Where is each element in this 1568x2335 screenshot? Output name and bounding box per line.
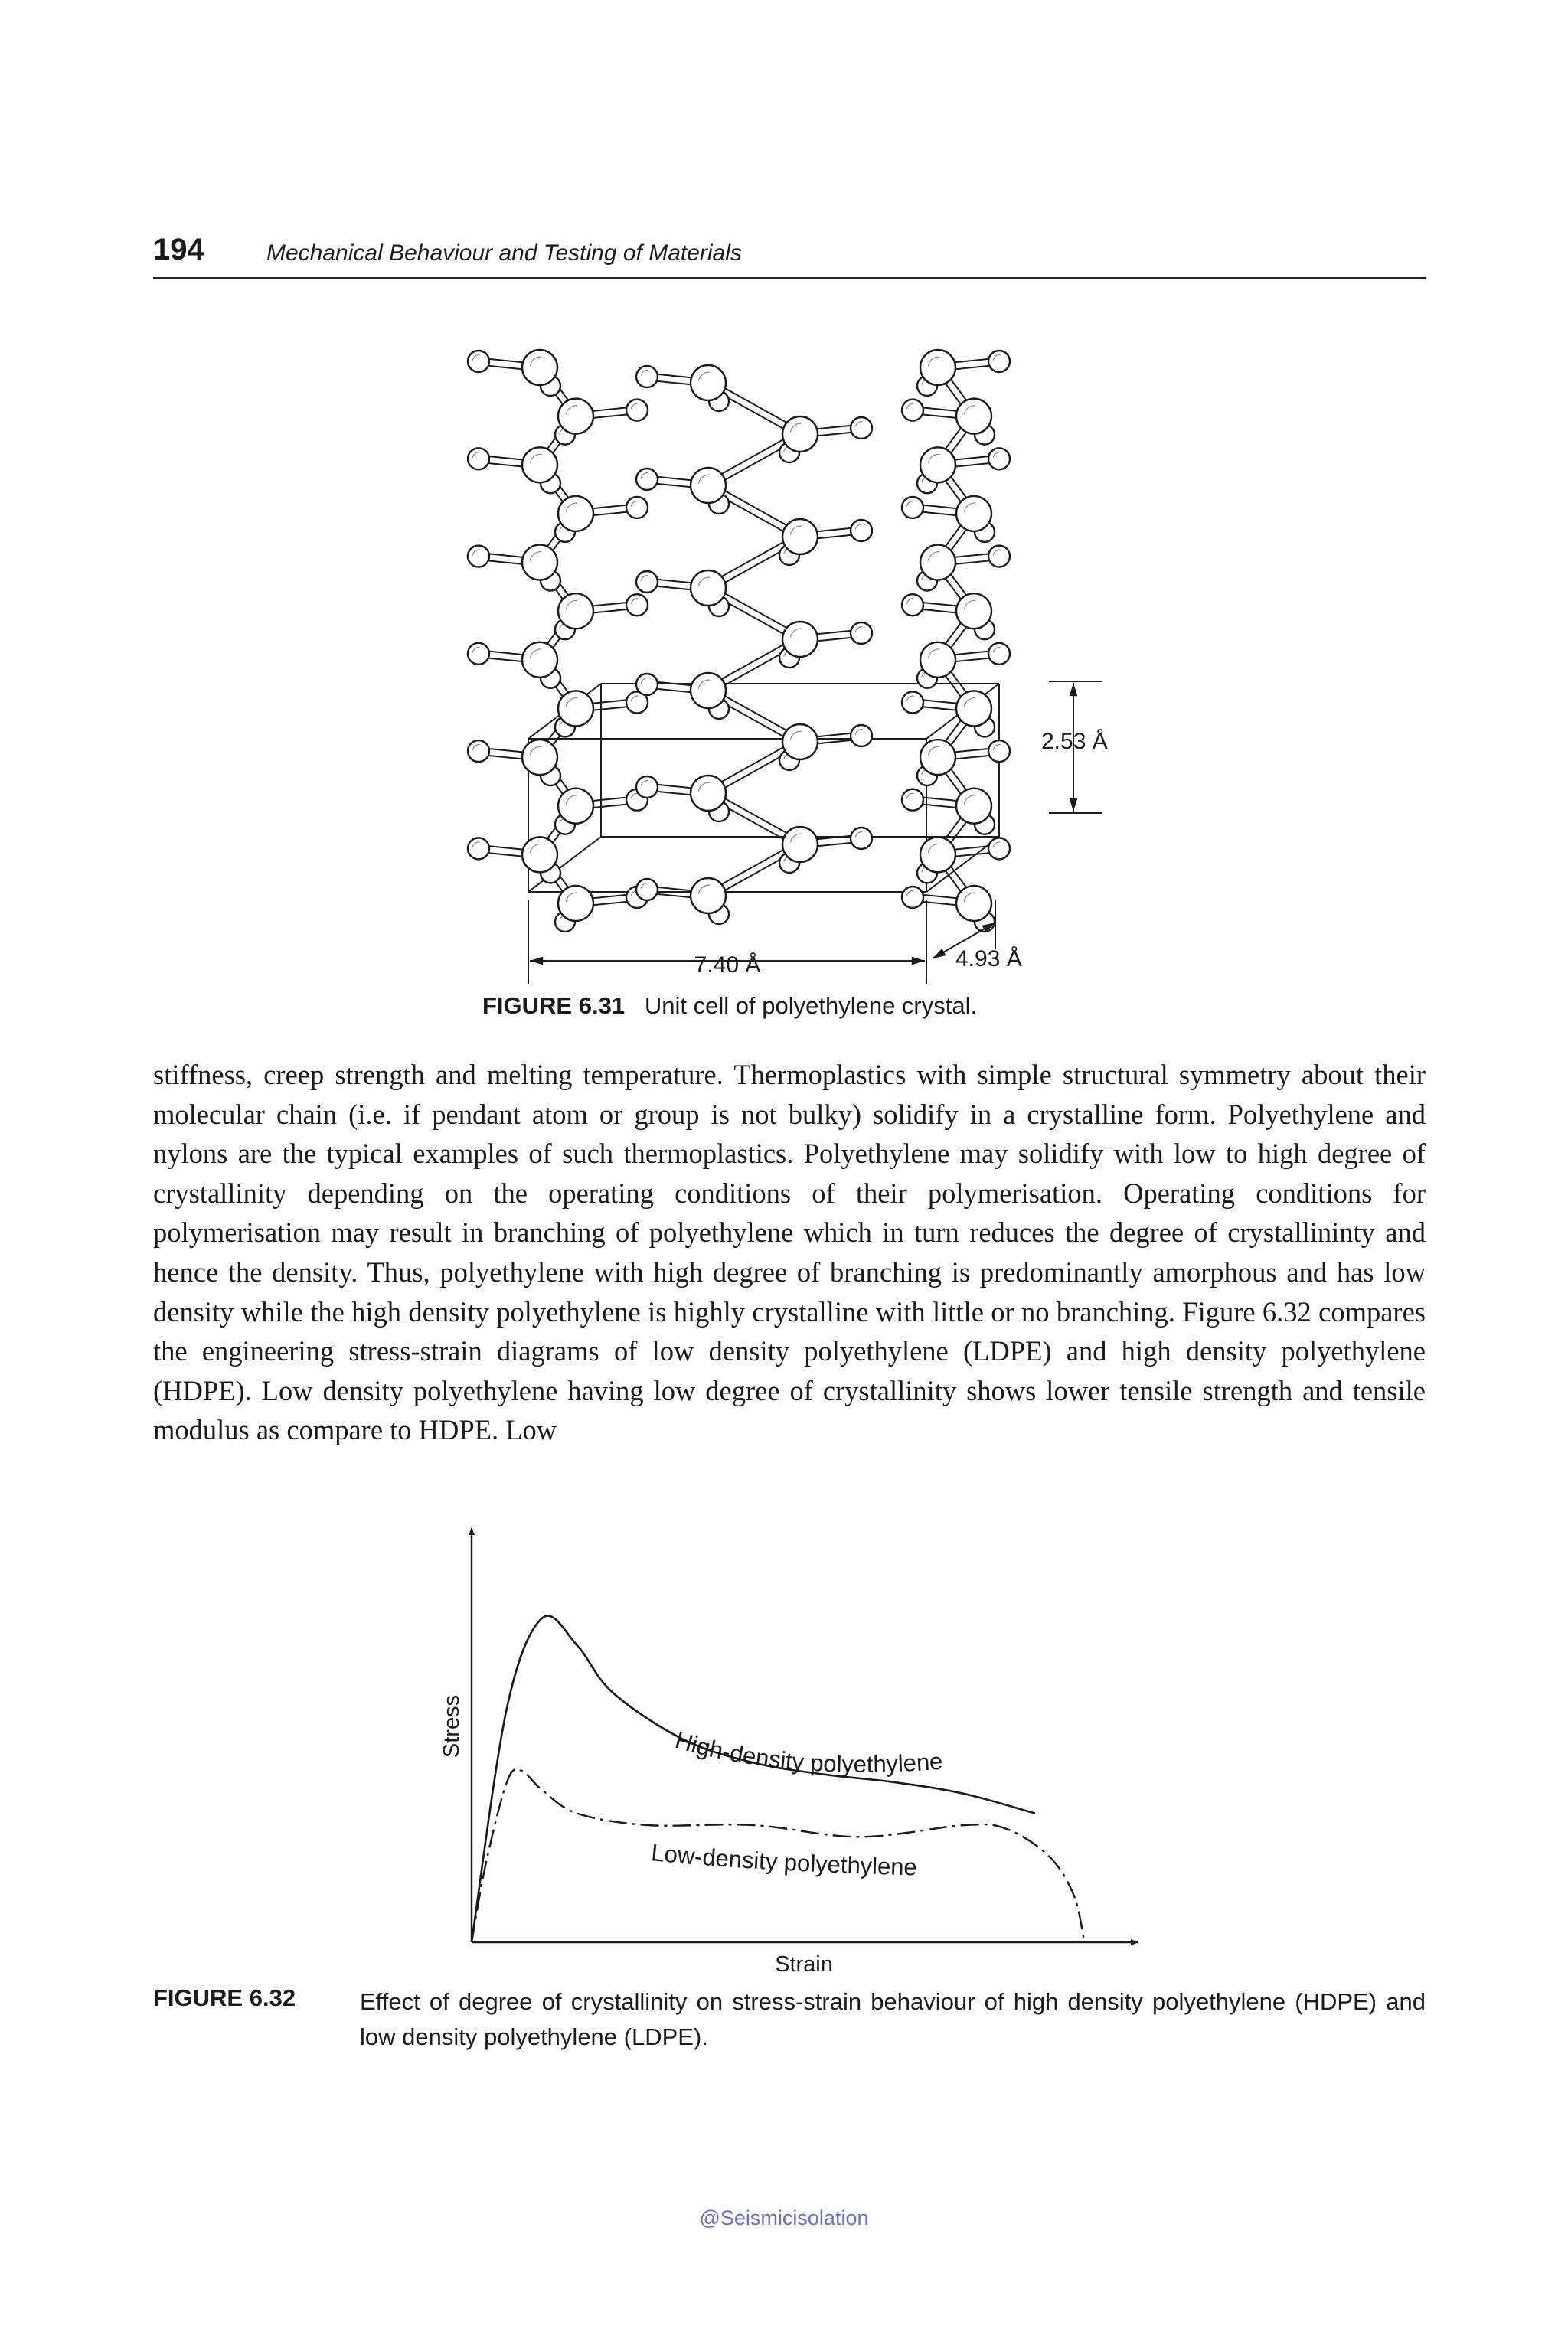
hydrogen-atom — [468, 838, 489, 859]
dimension-a-label: 7.40 Å — [694, 952, 761, 978]
hydrogen-atom — [988, 740, 1010, 762]
carbon-atom — [956, 691, 991, 726]
running-header — [153, 230, 1426, 279]
carbon-atom — [920, 545, 956, 580]
carbon-atom — [782, 724, 818, 759]
figure-6-32-caption: Effect of degree of crystallinity on stress-strain behaviour of high density polyethylene (HDPE) and low density polyethylene (LDPE). — [360, 1988, 1426, 2050]
carbon-atom — [691, 468, 726, 503]
carbon-atom — [782, 519, 818, 554]
running-title: Mechanical Behaviour and Testing of Materials — [266, 240, 742, 266]
figure-6-31-label: FIGURE 6.31 — [482, 992, 626, 1019]
carbon-atom — [691, 570, 726, 606]
hydrogen-atom — [626, 497, 648, 518]
hydrogen-atom — [902, 497, 923, 518]
dimension-a-arrow-arrowhead — [530, 957, 543, 965]
carbon-atom — [920, 642, 956, 678]
hydrogen-atom — [626, 594, 648, 616]
carbon-atom — [558, 691, 593, 726]
figure-6-31-unit-cell — [0, 306, 1568, 995]
carbon-atom — [558, 886, 593, 921]
carbon-atom — [522, 642, 557, 678]
carbon-atom — [956, 593, 991, 629]
hydrogen-atom — [468, 448, 489, 469]
carbon-atom — [920, 837, 956, 872]
page-number: 194 — [153, 233, 204, 266]
carbon-atom — [522, 447, 557, 482]
hydrogen-atom — [988, 838, 1010, 859]
hydrogen-atom — [851, 622, 872, 644]
hydrogen-atom — [988, 546, 1010, 567]
carbon-atom — [956, 399, 991, 434]
hydrogen-atom — [902, 789, 923, 811]
hydrogen-atom — [988, 448, 1010, 469]
hydrogen-atom — [468, 351, 489, 372]
hdpe-series-label: High-density polyethylene — [671, 1726, 944, 1778]
dimension-c-arrow-arrowhead — [1070, 683, 1078, 696]
carbon-atom — [558, 399, 593, 434]
carbon-atom — [920, 740, 956, 775]
hdpe-curve — [472, 1615, 1035, 1942]
ldpe-series-label: Low-density polyethylene — [650, 1839, 918, 1881]
figure-6-31-caption — [482, 992, 977, 1020]
hydrogen-atom — [468, 643, 489, 665]
dimension-a-arrow-arrowhead — [912, 957, 925, 965]
carbon-atom — [782, 416, 818, 452]
hydrogen-atom — [851, 725, 872, 746]
carbon-atom — [956, 789, 991, 824]
hydrogen-atom — [468, 546, 489, 567]
carbon-atom — [920, 447, 956, 482]
carbon-atom — [782, 622, 818, 657]
hydrogen-atom — [988, 351, 1010, 372]
carbon-atom — [522, 837, 557, 872]
carbon-atom — [956, 886, 991, 921]
carbon-atom — [522, 545, 557, 580]
figure-6-32-stress-strain-chart — [0, 1516, 1568, 1975]
carbon-atom — [558, 789, 593, 824]
hydrogen-atom — [636, 366, 658, 387]
carbon-atom — [782, 827, 818, 862]
hydrogen-atom — [988, 643, 1010, 665]
hydrogen-atom — [902, 691, 923, 713]
figure-6-32-label: FIGURE 6.32 — [153, 1984, 296, 2011]
hydrogen-atom — [636, 571, 658, 593]
carbon-atom — [956, 496, 991, 531]
carbon-atom — [558, 593, 593, 629]
carbon-atom — [691, 776, 726, 811]
hydrogen-atom — [636, 469, 658, 490]
figure-6-31-caption-text: Unit cell of polyethylene crystal. — [644, 992, 978, 1019]
hydrogen-atom — [851, 828, 872, 849]
hydrogen-atom — [626, 400, 648, 421]
y-axis-label: Stress — [439, 1694, 464, 1759]
hydrogen-atom — [636, 879, 658, 900]
body-paragraph: stiffness, creep strength and melting temperature. Thermoplastics with simple structural symmetry about their molecular chain (i.e. if pendant atom or group is not bulky) solidify in a crystalline form. Polyethylene and nylons are the typical examples of such thermoplastics. Polyethylene may solidify with low to high degree of crystallinity depending on the operating conditions of their polymerisation. Operating conditions for polymerisation may result in branching of polyethylene which in turn reduces the degree of crystallininty and hence the density. Thus, polyethylene with high degree of branching is predominantly amorphous and has low density while the high density polyethylene is highly crystalline with little or no branching. Figure 6.32 compares the engineering stress-strain diagrams of low density polyethylene (LDPE) and high density polyethylene (HDPE). Low density polyethylene having low degree of crystallinity shows lower tensile strength and tensile modulus as compare to HDPE. Low — [153, 1059, 1426, 1446]
hydrogen-atom — [636, 674, 658, 695]
dimension-b-label: 4.93 Å — [956, 946, 1022, 972]
carbon-atom — [691, 878, 726, 913]
hydrogen-atom — [902, 400, 923, 421]
carbon-atom — [691, 673, 726, 708]
dimension-c-label: 2.53 Å — [1041, 729, 1108, 754]
carbon-atom — [691, 365, 726, 400]
hydrogen-atom — [468, 740, 489, 762]
hydrogen-atom — [902, 887, 923, 908]
hydrogen-atom — [902, 594, 923, 616]
watermark: @Seismicisolation — [699, 2206, 869, 2229]
carbon-atom — [920, 350, 956, 385]
dimension-c-arrow-arrowhead — [1070, 798, 1078, 812]
hydrogen-atom — [636, 776, 658, 798]
hydrogen-atom — [851, 417, 872, 439]
carbon-atom — [558, 496, 593, 531]
dimension-b-arrow-arrowhead — [933, 949, 946, 958]
hydrogen-atom — [851, 520, 872, 541]
carbon-atom — [522, 740, 557, 775]
x-axis-label: Strain — [775, 1952, 833, 1975]
carbon-atom — [522, 350, 557, 385]
